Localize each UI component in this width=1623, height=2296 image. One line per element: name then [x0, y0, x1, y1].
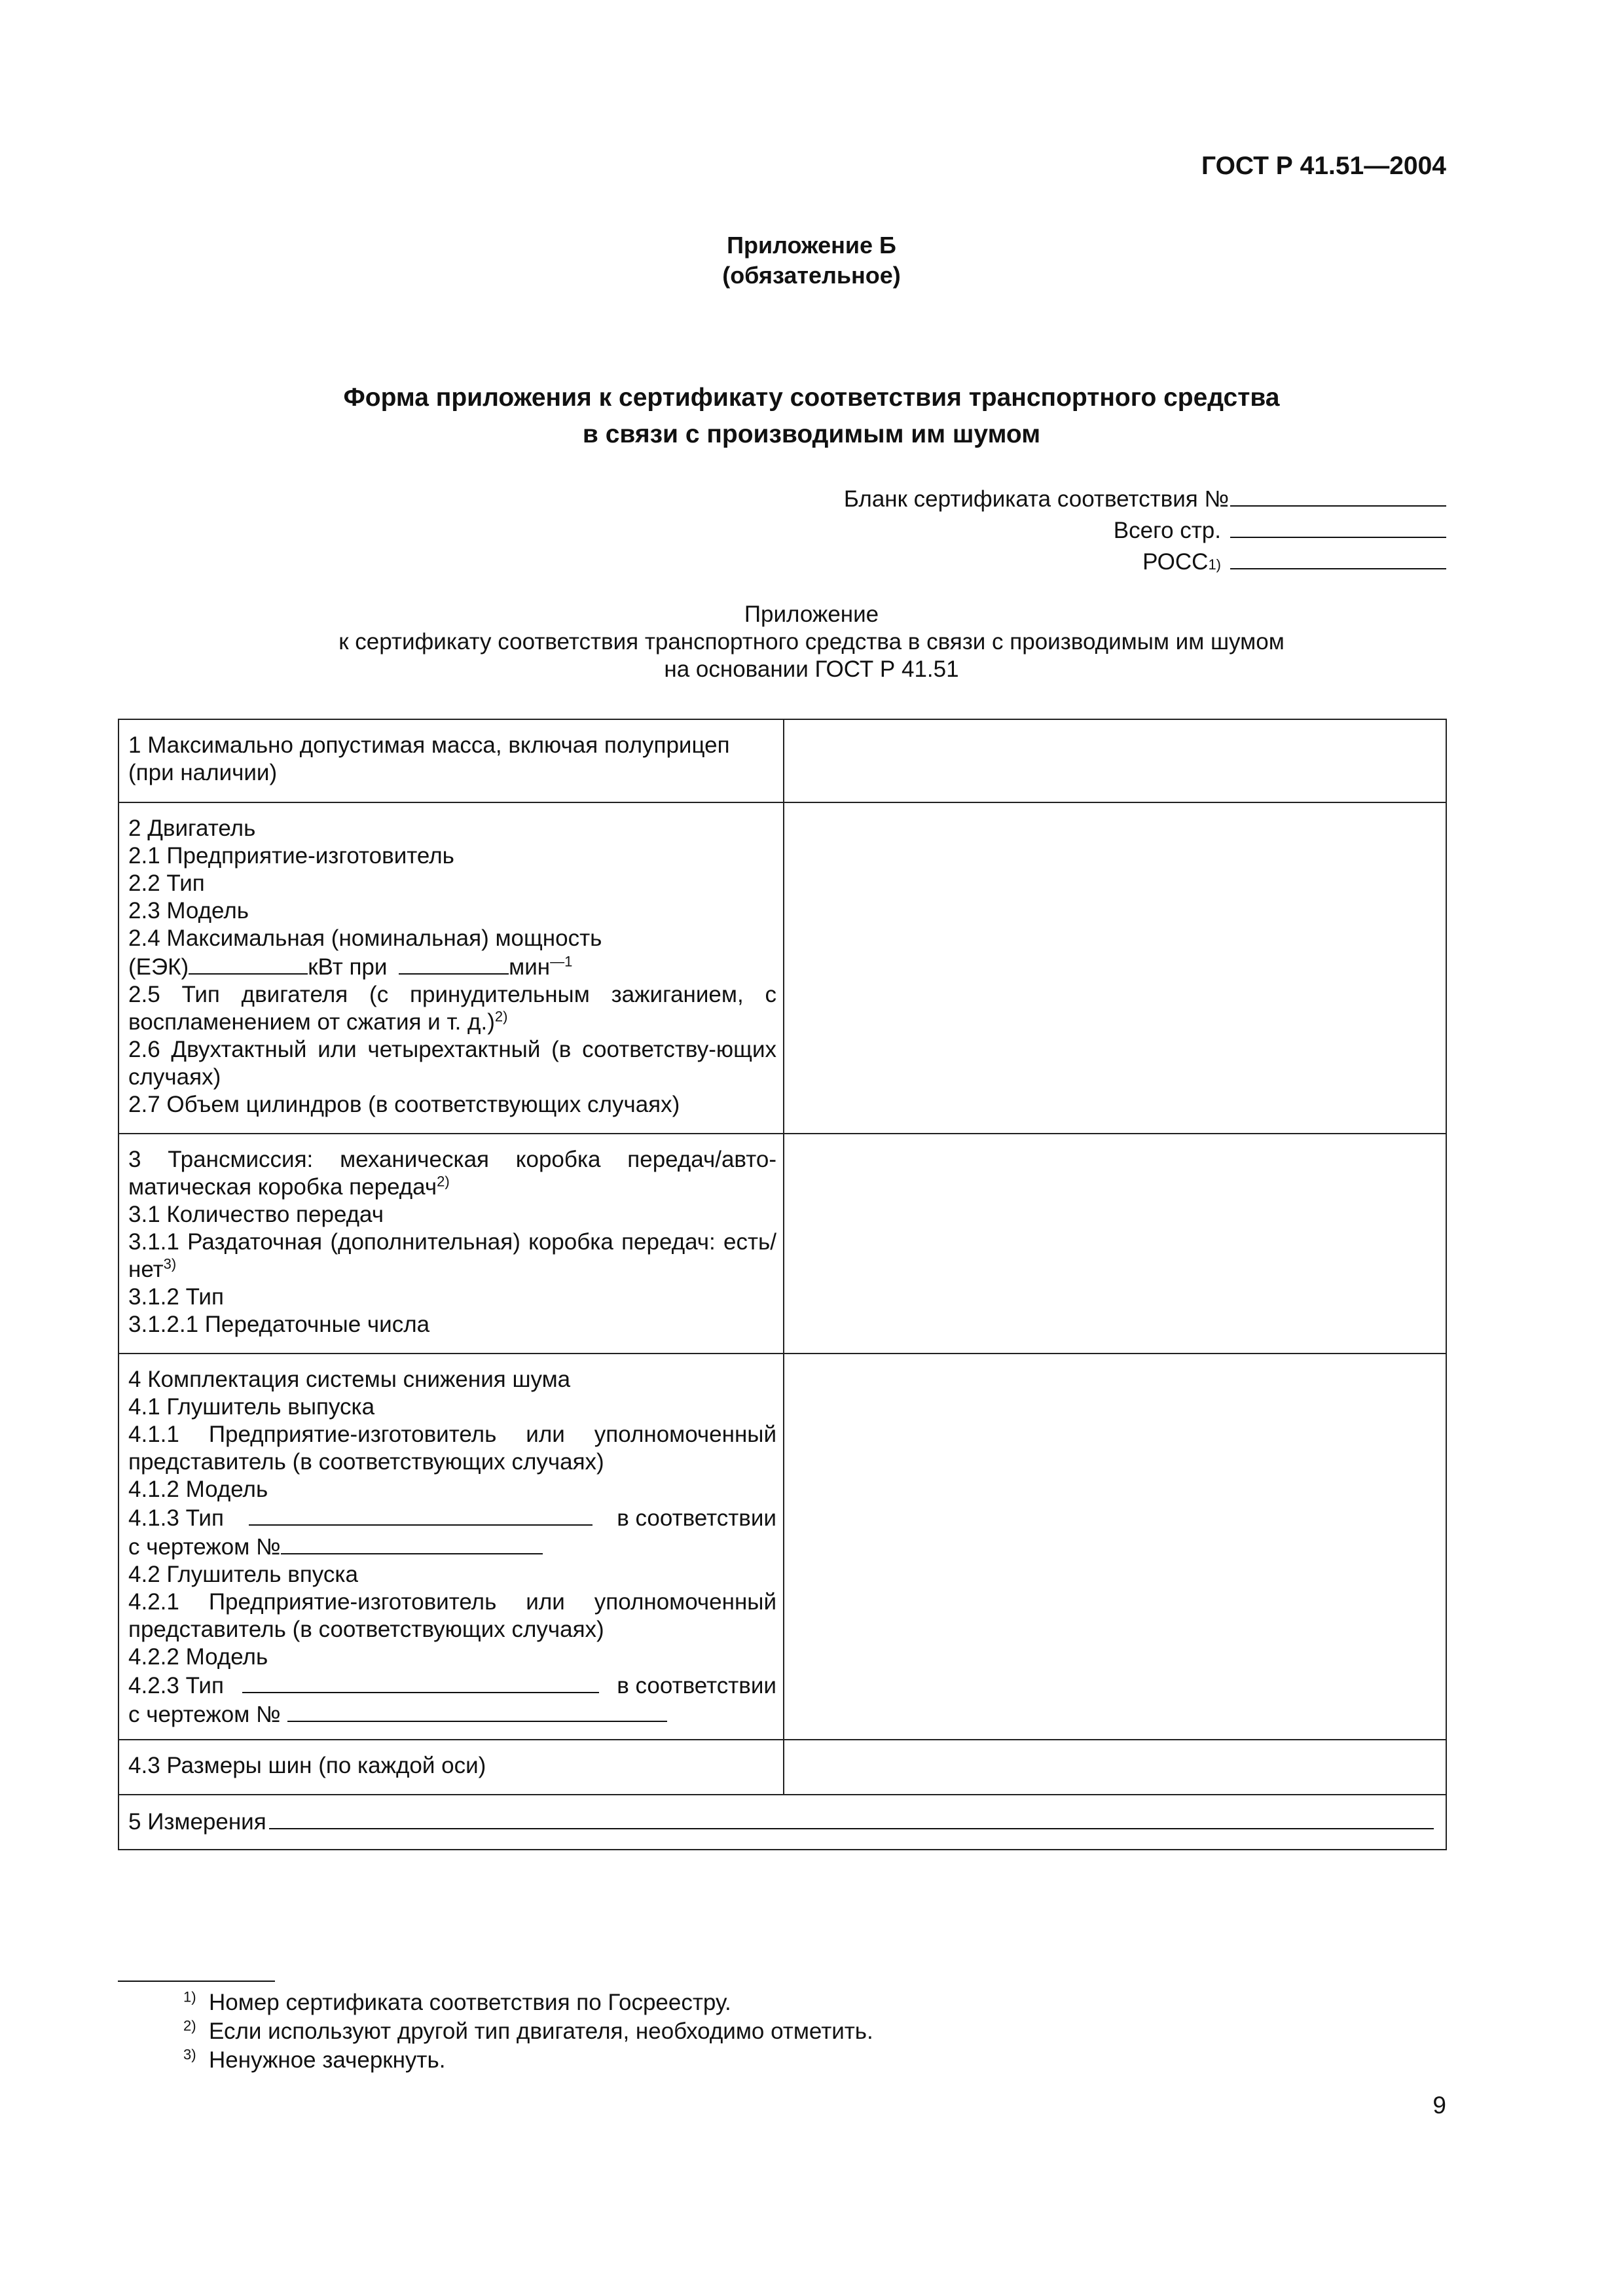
footnote-text-3: Ненужное зачеркнуть.: [209, 2047, 446, 2073]
total-pages-label: Всего стр.: [1113, 518, 1221, 543]
footnote-1: [183, 1988, 873, 2017]
form-title-line-2: в связи с производимым им шумом: [582, 420, 1041, 448]
footnote-mark-3: 3): [183, 2046, 196, 2063]
exhaust-conformity-label: в соответствии: [617, 1505, 776, 1531]
transfer-case-text: 3.1.1 Раздаточная (дополнительная) коробка передач: есть/нет: [128, 1229, 776, 1282]
total-pages-line: [844, 514, 1446, 546]
exhaust-drawing-field[interactable]: [281, 1532, 543, 1554]
form-title: [0, 380, 1623, 453]
subheading-line-3: на основании ГОСТ Р 41.51: [664, 656, 959, 682]
intake-type-field[interactable]: [242, 1671, 599, 1693]
exhaust-type-label: 4.1.3 Тип: [128, 1505, 224, 1531]
engine-ignition-type: [128, 981, 776, 1036]
engine-value-cell[interactable]: [784, 802, 1446, 1134]
measurements-cell: [119, 1795, 1446, 1850]
engine-power-line: [128, 952, 776, 981]
footnotes: [183, 1988, 873, 2075]
gear-ratios: 3.1.2.1 Передаточные числа: [128, 1312, 430, 1337]
certificate-form-table: [118, 719, 1447, 1850]
max-mass-line-1: 1 Максимально допустимая масса, включая полуприцеп: [128, 732, 730, 758]
table-row: [119, 1740, 1446, 1795]
measurements-label: 5 Измерения: [128, 1809, 266, 1835]
transfer-type: 3.1.2 Тип: [128, 1284, 224, 1310]
measurements-field[interactable]: [269, 1807, 1434, 1829]
noise-system-heading: 4 Комплектация системы снижения шума: [128, 1367, 571, 1392]
intake-conformity-label: в соответствии: [617, 1673, 776, 1698]
transfer-case: [128, 1229, 776, 1283]
engine-type: 2.2 Тип: [128, 870, 205, 896]
max-mass-line-2: (при наличии): [128, 760, 278, 785]
table-row: [119, 719, 1446, 802]
table-row: [119, 802, 1446, 1134]
engine-strokes: 2.6 Двухтактный или четырехтактный (в соответству-ющих случаях): [128, 1037, 776, 1090]
ece-label: (ЕЭК): [128, 954, 189, 980]
max-mass-value-cell[interactable]: [784, 719, 1446, 802]
max-mass-cell: [119, 719, 784, 802]
power-kw-field[interactable]: [189, 952, 308, 975]
gear-count: 3.1 Количество передач: [128, 1202, 384, 1227]
footnote-mark-2: 2): [183, 2017, 196, 2034]
certificate-number-line: [844, 483, 1446, 514]
certificate-number-label: Бланк сертификата соответствия №: [843, 486, 1229, 512]
total-pages-field[interactable]: [1230, 514, 1446, 538]
rpm-unit: мин: [509, 954, 551, 980]
engine-displacement: 2.7 Объем цилиндров (в соответствующих случаях): [128, 1092, 680, 1117]
engine-manufacturer: 2.1 Предприятие-изготовитель: [128, 843, 454, 869]
tyre-size-cell: [119, 1740, 784, 1795]
certificate-blank-block: [844, 483, 1446, 577]
appendix-status: (обязательное): [722, 262, 901, 289]
exhaust-drawing-line: [128, 1532, 776, 1561]
footnote-ref-2: 2): [494, 1008, 508, 1025]
intake-manufacturer: 4.2.1 Предприятие-изготовитель или уполномоченный представитель (в соответствующих случаях): [128, 1589, 776, 1642]
footnote-text-1: Номер сертификата соответствия по Госреестру.: [209, 1990, 731, 2015]
footnote-ref-2b: 2): [437, 1173, 450, 1190]
footnote-3: [183, 2046, 873, 2075]
measurements-line: [128, 1807, 1439, 1836]
exhaust-silencer: 4.1 Глушитель выпуска: [128, 1394, 375, 1420]
page-number: 9: [1432, 2092, 1446, 2119]
transmission-cell: [119, 1134, 784, 1354]
footnote-separator: [118, 1981, 275, 1982]
table-row: [119, 1795, 1446, 1850]
appendix-heading: [0, 230, 1623, 291]
footnote-text-2: Если используют другой тип двигателя, необходимо отметить.: [209, 2018, 873, 2044]
exhaust-manufacturer: 4.1.1 Предприятие-изготовитель или уполномоченный представитель (в соответствующих случаях): [128, 1422, 776, 1475]
engine-cell: [119, 802, 784, 1134]
subheading-line-1: Приложение: [744, 601, 879, 627]
engine-model: 2.3 Модель: [128, 898, 249, 924]
appendix-subheading: [0, 601, 1623, 683]
appendix-label: Приложение Б: [727, 232, 896, 259]
footnote-mark-1: 1): [183, 1988, 196, 2005]
intake-drawing-line: [128, 1700, 776, 1729]
exhaust-type-field[interactable]: [249, 1503, 593, 1526]
ross-line: РОСС 1): [844, 546, 1446, 577]
engine-ignition-text: 2.5 Тип двигателя (с принудительным зажиганием, с воспламенением от сжатия и т. д.): [128, 982, 776, 1035]
rpm-exponent: —1: [550, 953, 573, 970]
ross-field[interactable]: [1230, 546, 1446, 569]
noise-system-cell: [119, 1354, 784, 1740]
table-row: [119, 1354, 1446, 1740]
footnote-2: [183, 2017, 873, 2046]
intake-drawing-label: с чертежом №: [128, 1702, 281, 1727]
intake-silencer: 4.2 Глушитель впуска: [128, 1562, 358, 1587]
form-title-line-1: Форма приложения к сертификату соответствия транспортного средства: [343, 384, 1280, 412]
ross-label: РОСС: [1142, 549, 1209, 575]
tyre-size-label: 4.3 Размеры шин (по каждой оси): [128, 1753, 486, 1778]
exhaust-type-line: [128, 1503, 776, 1532]
exhaust-model: 4.1.2 Модель: [128, 1477, 268, 1502]
kw-label: кВт при: [308, 954, 388, 980]
exhaust-drawing-label: с чертежом №: [128, 1534, 281, 1560]
document-code: ГОСТ Р 41.51—2004: [1201, 152, 1446, 180]
transmission-heading: [128, 1146, 776, 1201]
subheading-line-2: к сертификату соответствия транспортного средства в связи с производимым им шумом: [338, 629, 1285, 655]
intake-type-line: [128, 1671, 776, 1700]
engine-max-power: 2.4 Максимальная (номинальная) мощность: [128, 925, 602, 951]
intake-drawing-field[interactable]: [287, 1700, 667, 1722]
intake-model: 4.2.2 Модель: [128, 1644, 268, 1670]
tyre-size-value-cell[interactable]: [784, 1740, 1446, 1795]
noise-system-value-cell[interactable]: [784, 1354, 1446, 1740]
transmission-text: 3 Трансмиссия: механическая коробка передач/авто-матическая коробка передач: [128, 1147, 776, 1200]
footnote-ref-3: 3): [163, 1255, 177, 1272]
transmission-value-cell[interactable]: [784, 1134, 1446, 1354]
certificate-number-field[interactable]: [1230, 483, 1446, 507]
intake-type-label: 4.2.3 Тип: [128, 1673, 224, 1698]
engine-heading: 2 Двигатель: [128, 816, 256, 841]
table-row: [119, 1134, 1446, 1354]
rpm-field[interactable]: [399, 952, 509, 975]
